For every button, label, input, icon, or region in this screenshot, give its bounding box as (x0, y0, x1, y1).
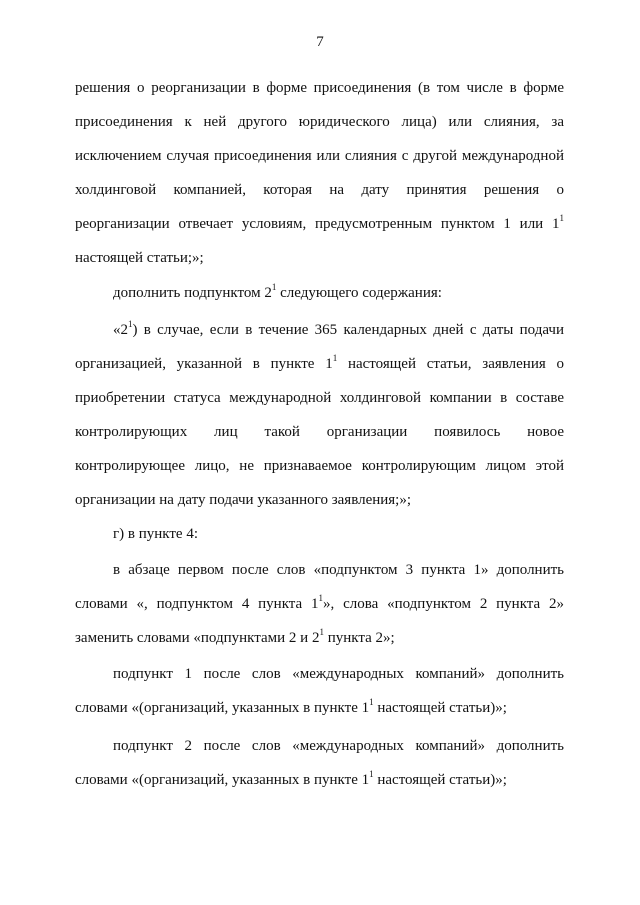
text-line-content: дополнить подпунктом 2 (113, 285, 272, 301)
text-line-content: реорганизации отвечает условиям, предусмотренным пунктом 1 или 1 (75, 216, 560, 232)
text-line (113, 664, 564, 684)
text-line-content: организации на дату подачи указанного заявления;»; (75, 492, 412, 508)
text-line (113, 283, 564, 303)
text-line-content: в абзаце первом после слов «подпунктом 3 пункта 1» дополнить (113, 562, 564, 578)
text-line-content: приобретении статуса международной холдинговой компании в составе (75, 390, 564, 406)
text-line-content: словами «(организаций, указанных в пункте 1 (75, 772, 370, 788)
text-line-content: следующего содержания: (276, 285, 442, 301)
text-line (75, 214, 564, 234)
text-line (75, 456, 564, 476)
text-line (75, 770, 564, 790)
text-line-content: подпункт 2 после слов «международных компаний» дополнить (113, 738, 564, 754)
superscript: 1 (318, 593, 324, 603)
superscript: 1 (128, 319, 133, 329)
text-line (75, 422, 564, 442)
text-line-content: словами «, подпунктом 4 пункта $1^1$», слова «подпунктом 2 пункта 2» (75, 593, 564, 612)
text-line (75, 146, 564, 166)
text-line-content: настоящей статьи)»; (373, 772, 507, 788)
text-line (75, 180, 564, 200)
text-line (75, 354, 564, 374)
text-line-content: контролирующее лицо, не признаваемое контролирующим лицом этой (75, 458, 564, 474)
text-line-content: организацией, указанной в пункте $1^1$ настоящей статьи, заявления о (75, 353, 564, 372)
text-line-content: присоединения к ней другого юридического лица) или слияния, за (75, 114, 564, 130)
text-line (113, 524, 564, 544)
superscript: 1 (369, 697, 374, 707)
text-line-content: контролирующих лиц такой организации появилось новое (75, 424, 564, 440)
text-line (75, 490, 564, 510)
text-line (75, 112, 564, 132)
superscript: 1 (332, 353, 338, 363)
text-line (75, 388, 564, 408)
text-line-content: решения о реорганизации в форме присоединения (в том числе в форме (75, 80, 564, 96)
text-line (75, 78, 564, 98)
text-line (75, 248, 564, 268)
text-line-content: холдинговой компанией, которая на дату принятия решения о (75, 182, 564, 198)
page-number: 7 (316, 34, 324, 50)
superscript: 1 (319, 627, 324, 637)
text-line (75, 628, 564, 648)
text-line (75, 698, 564, 718)
text-line (113, 736, 564, 756)
text-line (113, 560, 564, 580)
superscript: 1 (559, 213, 564, 223)
text-line-content: исключением случая присоединения или слияния с другой международной (75, 148, 564, 164)
text-line-content: г) в пункте 4: (113, 526, 199, 542)
text-line (113, 320, 564, 340)
text-line-content: пункта 2»; (323, 630, 395, 646)
superscript: 1 (271, 282, 277, 292)
text-line-content: «$2^1$) в случае, если в течение 365 календарных дней с даты подачи (113, 319, 564, 338)
text-line-content: подпункт 1 после слов «международных компаний» дополнить (113, 666, 564, 682)
text-line (75, 594, 564, 614)
text-line-content: заменить словами «подпунктами 2 и 2 (75, 630, 320, 646)
text-line-content: настоящей статьи;»; (75, 250, 204, 266)
text-line-content: настоящей статьи)»; (373, 700, 507, 716)
text-line-content: словами «(организаций, указанных в пункте 1 (75, 700, 370, 716)
superscript: 1 (369, 769, 374, 779)
